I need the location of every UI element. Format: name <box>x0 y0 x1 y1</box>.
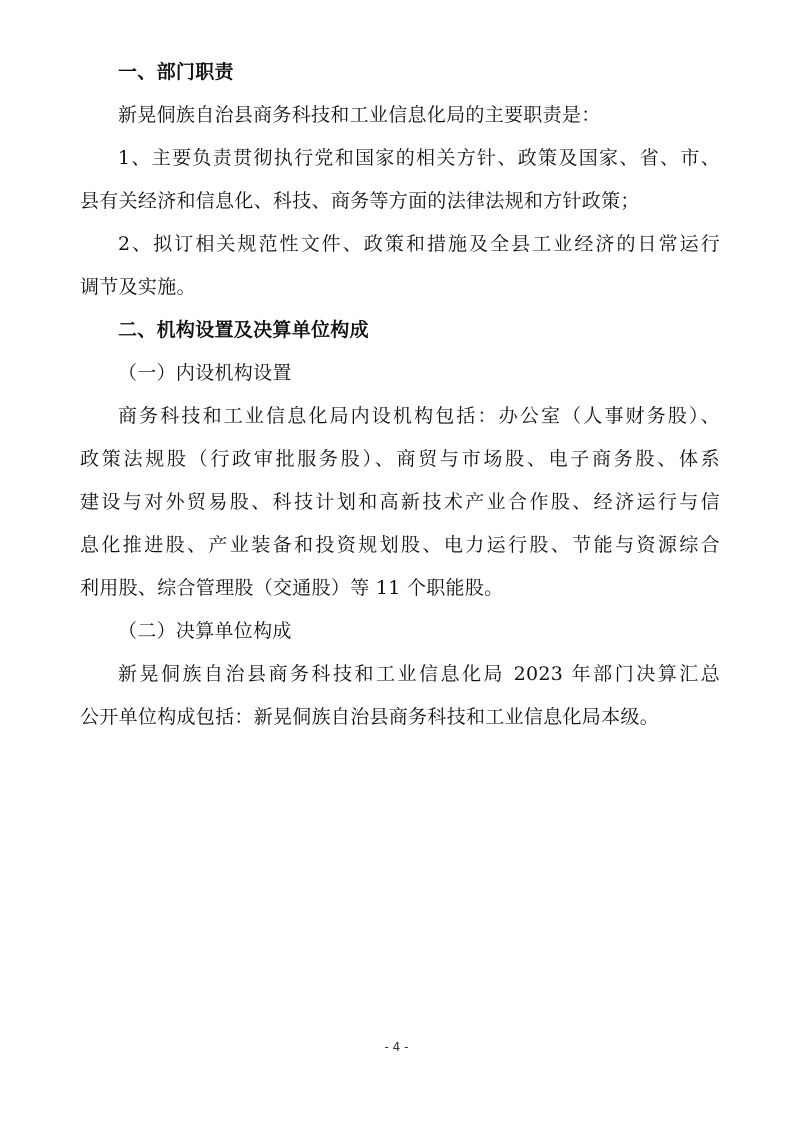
item1-line1: 1、主要负责贯彻执行党和国家的相关方针、政策及国家、省、市、 <box>118 147 720 169</box>
sub2-line1: 新晃侗族自治县商务科技和工业信息化局 2023 年部门决算汇总 <box>118 663 720 685</box>
section1-heading: 一、部门职责 <box>118 61 234 83</box>
section1-intro: 新晃侗族自治县商务科技和工业信息化局的主要职责是： <box>118 104 601 126</box>
sub2-heading: （二）决算单位构成 <box>118 620 292 642</box>
sub1-line5: 利用股、综合管理股（交通股）等 11 个职能股。 <box>80 577 504 599</box>
item2-line2: 调节及实施。 <box>80 276 196 298</box>
page-number: - 4 - <box>384 1040 409 1054</box>
sub1-line2: 政策法规股（行政审批服务股）、商贸与市场股、电子商务股、体系 <box>80 448 720 470</box>
section2-heading: 二、机构设置及决算单位构成 <box>118 319 369 341</box>
item1-line2: 县有关经济和信息化、科技、商务等方面的法律法规和方针政策； <box>80 190 640 212</box>
sub1-line3: 建设与对外贸易股、科技计划和高新技术产业合作股、经济运行与信 <box>80 491 720 513</box>
sub1-line4: 息化推进股、产业装备和投资规划股、电力运行股、节能与资源综合 <box>80 534 720 556</box>
sub1-line1: 商务科技和工业信息化局内设机构包括：办公室（人事财务股）、 <box>118 405 720 427</box>
sub2-line2: 公开单位构成包括：新晃侗族自治县商务科技和工业信息化局本级。 <box>80 706 660 728</box>
item2-line1: 2、拟订相关规范性文件、政策和措施及全县工业经济的日常运行 <box>118 233 720 255</box>
sub1-heading: （一）内设机构设置 <box>118 362 292 384</box>
